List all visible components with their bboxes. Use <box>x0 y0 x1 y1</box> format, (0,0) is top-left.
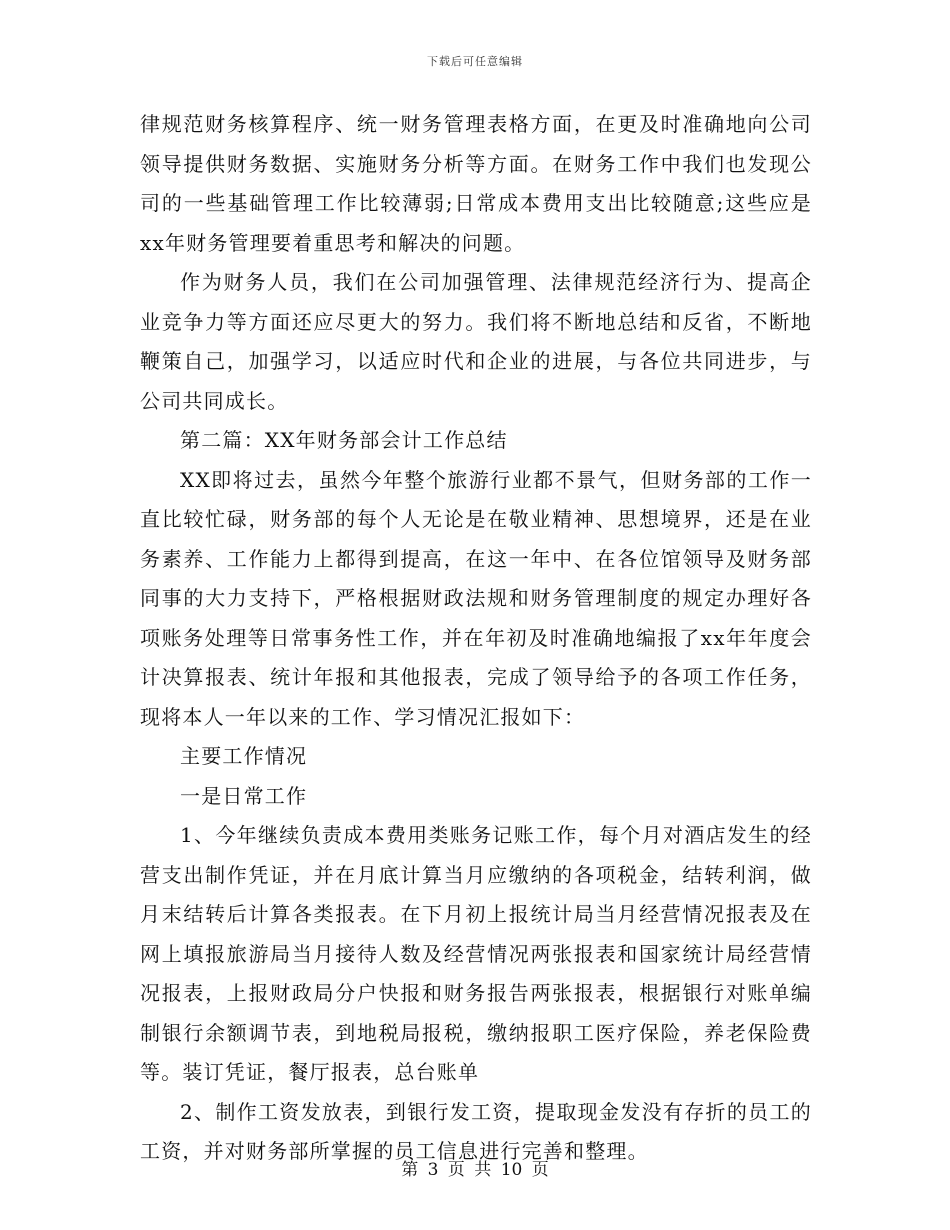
paragraph-continuation: 律规范财务核算程序、统一财务管理表格方面，在更及时准确地向公司领导提供财务数据、实施财务分析等方面。在财务工作中我们也发现公司的一些基础管理工作比较薄弱;日常成本费用支出比较随意;这些应是xx年财务管理要着重思考和解决的问题。 <box>140 112 812 255</box>
subheading-daily-work: 一是日常工作 <box>180 783 308 808</box>
list-item-1: 1、今年继续负责成本费用类账务记账工作，每个月对酒店发生的经营支出制作凭证，并在月底计算当月应缴纳的各项税金，结转利润，做月末结转后计算各类报表。在下月初上报统计局当月经营情况报表及在网上填报旅游局当月接待人数及经营情况两张报表和国家统计局经营情况报表，上报财政局分户快报和财务报告两张报表，根据银行对账单编制银行余额调节表，到地税局报税，缴纳报职工医疗保险，养老保险费等。装订凭证，餐厅报表，总台账单 <box>140 823 812 1084</box>
list-item-2: 2、制作工资发放表，到银行发工资，提取现金发没有存折的员工的工资，并对财务部所掌握的员工信息进行完善和整理。 <box>140 1099 812 1163</box>
paragraph-finance-staff: 作为财务人员，我们在公司加强管理、法律规范经济行为、提高企业竞争力等方面还应尽更大的努力。我们将不断地总结和反省，不断地鞭策自己，加强学习，以适应时代和企业的进展，与各位共同进步，与公司共同成长。 <box>140 270 812 413</box>
paragraph-intro: XX即将过去，虽然今年整个旅游行业都不景气，但财务部的工作一直比较忙碌，财务部的每个人无论是在敬业精神、思想境界，还是在业务素养、工作能力上都得到提高，在这一年中、在各位馆领导及财务部同事的大力支持下，严格根据财政法规和财务管理制度的规定办理好各项账务处理等日常事务性工作，并在年初及时准确地编报了xx年年度会计决算报表、统计年报和其他报表，完成了领导给予的各项工作任务，现将本人一年以来的工作、学习情况汇报如下： <box>140 467 812 729</box>
subheading-main-work: 主要工作情况 <box>180 744 308 768</box>
page-number: 第 3 页 共 10 页 <box>401 1160 549 1180</box>
document-body <box>140 105 812 1172</box>
page-header: 下载后可任意编辑 <box>427 55 523 68</box>
section-heading: 第二篇：XX年财务部会计工作总结 <box>180 428 508 452</box>
